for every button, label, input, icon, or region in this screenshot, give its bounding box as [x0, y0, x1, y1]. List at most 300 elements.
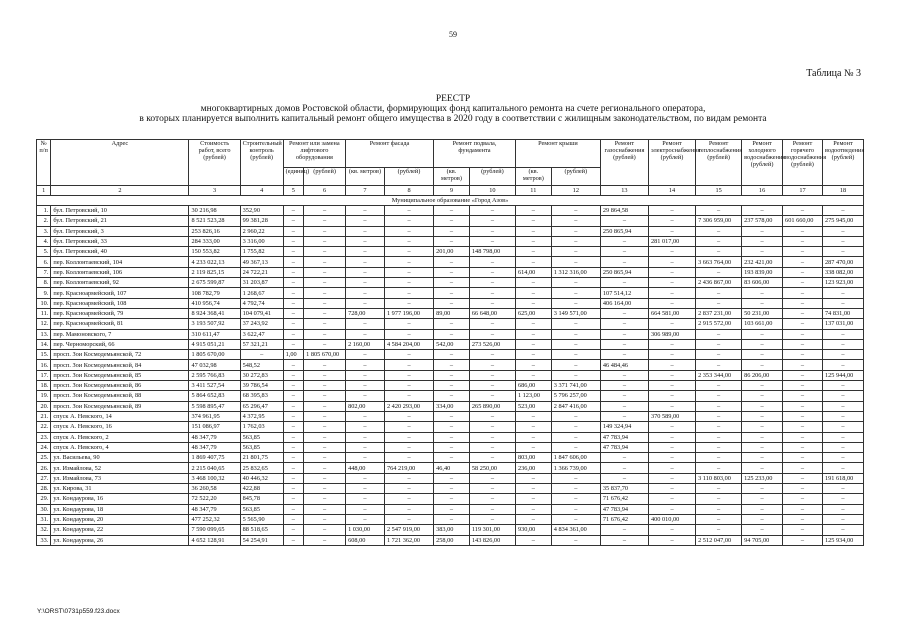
- value-cell: –: [783, 453, 823, 463]
- value-cell: –: [469, 370, 515, 380]
- value-cell: –: [742, 494, 783, 504]
- value-cell: –: [600, 257, 648, 267]
- row-number-cell: 6.: [37, 257, 51, 267]
- value-cell: –: [742, 411, 783, 421]
- value-cell: –: [304, 381, 346, 391]
- value-cell: –: [742, 236, 783, 246]
- value-cell: –: [648, 504, 695, 514]
- column-number: 10: [469, 186, 515, 196]
- value-cell: 258,00: [434, 535, 470, 545]
- address-cell: бул. Петровский, 3: [51, 226, 189, 236]
- header-roof-m: (кв. метров): [515, 168, 551, 186]
- value-cell: –: [742, 432, 783, 442]
- value-cell: –: [283, 257, 303, 267]
- column-number: 13: [600, 186, 648, 196]
- row-number-cell: 20.: [37, 401, 51, 411]
- value-cell: –: [384, 411, 433, 421]
- column-number: 12: [551, 186, 600, 196]
- value-cell: 477 252,32: [189, 514, 240, 524]
- file-path-footer: Y:\ORST\0731p559.f23.docx: [37, 608, 120, 615]
- value-cell: 2 847 416,00: [551, 401, 600, 411]
- address-cell: ул. Измайлова, 73: [51, 473, 189, 483]
- header-roof: Ремонт крыши: [515, 140, 600, 168]
- value-cell: –: [742, 288, 783, 298]
- value-cell: 3 149 571,00: [551, 308, 600, 318]
- address-cell: бул. Петровский, 40: [51, 247, 189, 257]
- value-cell: –: [696, 247, 742, 257]
- value-cell: –: [515, 370, 551, 380]
- value-cell: –: [822, 401, 863, 411]
- value-cell: 1 030,00: [346, 525, 385, 535]
- value-cell: –: [551, 473, 600, 483]
- value-cell: –: [384, 206, 433, 216]
- address-cell: просп. Зои Космодемьянской, 85: [51, 370, 189, 380]
- header-cost: Стоимость работ, всего (рублей): [189, 140, 240, 186]
- value-cell: –: [515, 473, 551, 483]
- value-cell: –: [304, 360, 346, 370]
- value-cell: 1 805 670,00: [304, 350, 346, 360]
- value-cell: –: [551, 278, 600, 288]
- value-cell: –: [696, 514, 742, 524]
- value-cell: 287 470,00: [822, 257, 863, 267]
- value-cell: –: [822, 206, 863, 216]
- value-cell: –: [434, 473, 470, 483]
- value-cell: –: [283, 504, 303, 514]
- value-cell: –: [346, 370, 385, 380]
- address-cell: ул. Кондаурова, 18: [51, 504, 189, 514]
- value-cell: 31 203,87: [240, 278, 283, 288]
- value-cell: 1,00: [283, 350, 303, 360]
- value-cell: 2 837 231,00: [696, 308, 742, 318]
- value-cell: –: [783, 494, 823, 504]
- value-cell: –: [551, 411, 600, 421]
- value-cell: 338 082,00: [822, 267, 863, 277]
- value-cell: 237 578,00: [742, 216, 783, 226]
- row-number-cell: 27.: [37, 473, 51, 483]
- header-lift: Ремонт или замена лифтового оборудования: [283, 140, 345, 168]
- header-basement: Ремонт подвала, фундамента: [434, 140, 516, 168]
- value-cell: –: [742, 484, 783, 494]
- table-row: [37, 422, 864, 432]
- table-row: [37, 350, 864, 360]
- address-cell: пер. Коллонтаевский, 92: [51, 278, 189, 288]
- value-cell: 37 243,92: [240, 319, 283, 329]
- address-cell: спуск А. Невского, 16: [51, 422, 189, 432]
- value-cell: –: [346, 411, 385, 421]
- value-cell: –: [822, 226, 863, 236]
- value-cell: 108 782,79: [189, 288, 240, 298]
- value-cell: –: [384, 319, 433, 329]
- value-cell: –: [384, 370, 433, 380]
- value-cell: 2 595 766,83: [189, 370, 240, 380]
- value-cell: –: [822, 442, 863, 452]
- value-cell: –: [551, 442, 600, 452]
- value-cell: 352,90: [240, 206, 283, 216]
- value-cell: 2 420 293,00: [384, 401, 433, 411]
- value-cell: 72 522,20: [189, 494, 240, 504]
- value-cell: –: [696, 504, 742, 514]
- value-cell: 8 521 523,28: [189, 216, 240, 226]
- value-cell: –: [822, 350, 863, 360]
- value-cell: –: [304, 463, 346, 473]
- value-cell: 5 796 257,00: [551, 391, 600, 401]
- row-number-cell: 21.: [37, 411, 51, 421]
- value-cell: –: [304, 278, 346, 288]
- value-cell: –: [434, 391, 470, 401]
- value-cell: –: [434, 226, 470, 236]
- value-cell: –: [384, 494, 433, 504]
- table-row: [37, 308, 864, 318]
- value-cell: –: [283, 494, 303, 504]
- value-cell: –: [346, 247, 385, 257]
- row-number-cell: 15.: [37, 350, 51, 360]
- value-cell: 123 923,00: [822, 278, 863, 288]
- value-cell: –: [384, 381, 433, 391]
- value-cell: 151 086,97: [189, 422, 240, 432]
- value-cell: –: [742, 514, 783, 524]
- value-cell: –: [648, 319, 695, 329]
- value-cell: –: [783, 411, 823, 421]
- value-cell: –: [304, 453, 346, 463]
- value-cell: –: [346, 329, 385, 339]
- value-cell: –: [822, 525, 863, 535]
- table-row: [37, 473, 864, 483]
- value-cell: –: [696, 401, 742, 411]
- value-cell: –: [384, 504, 433, 514]
- value-cell: –: [515, 236, 551, 246]
- value-cell: –: [600, 308, 648, 318]
- value-cell: –: [283, 226, 303, 236]
- column-number: 17: [783, 186, 823, 196]
- registry-table: [36, 139, 864, 546]
- value-cell: –: [346, 473, 385, 483]
- value-cell: –: [600, 453, 648, 463]
- row-number-cell: 18.: [37, 381, 51, 391]
- value-cell: 193 839,00: [742, 267, 783, 277]
- value-cell: –: [648, 494, 695, 504]
- value-cell: 94 705,00: [742, 535, 783, 545]
- value-cell: –: [469, 381, 515, 391]
- header-roof-rub: (рублей): [551, 168, 600, 186]
- value-cell: –: [304, 484, 346, 494]
- value-cell: –: [742, 298, 783, 308]
- value-cell: –: [742, 360, 783, 370]
- value-cell: –: [283, 308, 303, 318]
- value-cell: –: [696, 484, 742, 494]
- value-cell: 563,85: [240, 442, 283, 452]
- value-cell: –: [469, 453, 515, 463]
- value-cell: –: [783, 432, 823, 442]
- value-cell: –: [600, 247, 648, 257]
- value-cell: –: [648, 381, 695, 391]
- value-cell: –: [283, 267, 303, 277]
- value-cell: 3 411 527,54: [189, 381, 240, 391]
- value-cell: 4 792,74: [240, 298, 283, 308]
- row-number-cell: 26.: [37, 463, 51, 473]
- value-cell: –: [283, 391, 303, 401]
- value-cell: 5 565,90: [240, 514, 283, 524]
- value-cell: 47 032,98: [189, 360, 240, 370]
- value-cell: –: [283, 463, 303, 473]
- value-cell: –: [304, 308, 346, 318]
- row-number-cell: 10.: [37, 298, 51, 308]
- value-cell: 232 421,00: [742, 257, 783, 267]
- header-facade-rub: (рублей): [384, 168, 433, 186]
- value-cell: –: [304, 442, 346, 452]
- value-cell: 4 233 022,13: [189, 257, 240, 267]
- value-cell: –: [384, 473, 433, 483]
- value-cell: 448,00: [346, 463, 385, 473]
- value-cell: 253 826,16: [189, 226, 240, 236]
- value-cell: –: [384, 257, 433, 267]
- value-cell: –: [551, 535, 600, 545]
- value-cell: –: [648, 484, 695, 494]
- value-cell: –: [384, 288, 433, 298]
- value-cell: –: [434, 278, 470, 288]
- value-cell: –: [742, 339, 783, 349]
- value-cell: 4 584 204,00: [384, 339, 433, 349]
- address-cell: спуск А. Невского, 14: [51, 411, 189, 421]
- value-cell: –: [742, 453, 783, 463]
- value-cell: –: [822, 329, 863, 339]
- value-cell: 334,00: [434, 401, 470, 411]
- value-cell: –: [822, 339, 863, 349]
- value-cell: 39 786,54: [240, 381, 283, 391]
- value-cell: 40 446,32: [240, 473, 283, 483]
- value-cell: –: [434, 206, 470, 216]
- value-cell: 48 347,79: [189, 432, 240, 442]
- table-row: [37, 442, 864, 452]
- table-row: [37, 484, 864, 494]
- value-cell: –: [648, 360, 695, 370]
- address-cell: просп. Зои Космодемьянской, 84: [51, 360, 189, 370]
- value-cell: –: [434, 422, 470, 432]
- address-cell: просп. Зои Космодемьянской, 72: [51, 350, 189, 360]
- value-cell: –: [346, 216, 385, 226]
- row-number-cell: 31.: [37, 514, 51, 524]
- value-cell: –: [434, 432, 470, 442]
- value-cell: –: [469, 432, 515, 442]
- value-cell: –: [346, 236, 385, 246]
- value-cell: –: [283, 525, 303, 535]
- value-cell: –: [434, 381, 470, 391]
- value-cell: –: [384, 226, 433, 236]
- value-cell: –: [434, 216, 470, 226]
- address-cell: просп. Зои Космодемьянской, 89: [51, 401, 189, 411]
- value-cell: –: [515, 494, 551, 504]
- value-cell: –: [648, 350, 695, 360]
- column-number: 16: [742, 186, 783, 196]
- value-cell: –: [469, 360, 515, 370]
- value-cell: 7 306 959,00: [696, 216, 742, 226]
- row-number-cell: 22.: [37, 422, 51, 432]
- value-cell: 83 606,00: [742, 278, 783, 288]
- value-cell: –: [384, 236, 433, 246]
- header-drain: Ремонт водоотведения (рублей): [822, 140, 863, 186]
- value-cell: –: [434, 360, 470, 370]
- value-cell: –: [822, 463, 863, 473]
- address-cell: бул. Петровский, 33: [51, 236, 189, 246]
- value-cell: –: [783, 319, 823, 329]
- value-cell: 3 316,00: [240, 236, 283, 246]
- value-cell: 281 017,00: [648, 236, 695, 246]
- value-cell: –: [551, 288, 600, 298]
- value-cell: –: [822, 236, 863, 246]
- value-cell: 30 216,98: [189, 206, 240, 216]
- table-row: [37, 504, 864, 514]
- value-cell: 563,85: [240, 504, 283, 514]
- value-cell: –: [384, 391, 433, 401]
- value-cell: –: [515, 226, 551, 236]
- value-cell: –: [551, 339, 600, 349]
- value-cell: –: [384, 453, 433, 463]
- value-cell: 1 268,67: [240, 288, 283, 298]
- table-row: [37, 453, 864, 463]
- value-cell: 1 366 739,00: [551, 463, 600, 473]
- value-cell: –: [783, 484, 823, 494]
- value-cell: –: [648, 370, 695, 380]
- value-cell: 406 164,00: [600, 298, 648, 308]
- address-cell: пер. Мамоновского, 7: [51, 329, 189, 339]
- value-cell: –: [600, 236, 648, 246]
- value-cell: –: [304, 391, 346, 401]
- value-cell: –: [551, 329, 600, 339]
- value-cell: 265 890,00: [469, 401, 515, 411]
- value-cell: 29 864,58: [600, 206, 648, 216]
- column-number: 9: [434, 186, 470, 196]
- value-cell: 74 831,00: [822, 308, 863, 318]
- value-cell: –: [822, 247, 863, 257]
- title-line-3: в которых планируется выполнить капитальный ремонт общего имущества в 2020 году в соответствии с жилищным законодательством, по видам ремонта: [139, 114, 767, 124]
- value-cell: –: [346, 206, 385, 216]
- row-number-cell: 12.: [37, 319, 51, 329]
- value-cell: –: [304, 535, 346, 545]
- value-cell: –: [434, 411, 470, 421]
- value-cell: –: [515, 350, 551, 360]
- value-cell: –: [515, 442, 551, 452]
- value-cell: –: [434, 504, 470, 514]
- value-cell: –: [551, 257, 600, 267]
- value-cell: –: [696, 360, 742, 370]
- value-cell: 803,00: [515, 453, 551, 463]
- value-cell: –: [346, 226, 385, 236]
- value-cell: 47 783,94: [600, 504, 648, 514]
- value-cell: –: [283, 484, 303, 494]
- value-cell: 1 977 196,00: [384, 308, 433, 318]
- value-cell: –: [283, 216, 303, 226]
- value-cell: –: [600, 329, 648, 339]
- value-cell: –: [434, 370, 470, 380]
- value-cell: –: [346, 257, 385, 267]
- value-cell: –: [384, 298, 433, 308]
- row-number-cell: 13.: [37, 329, 51, 339]
- row-number-cell: 8.: [37, 278, 51, 288]
- value-cell: –: [600, 278, 648, 288]
- value-cell: –: [515, 514, 551, 524]
- address-cell: ул. Кондаурова, 22: [51, 525, 189, 535]
- value-cell: –: [384, 422, 433, 432]
- value-cell: 1 721 362,00: [384, 535, 433, 545]
- value-cell: –: [822, 298, 863, 308]
- value-cell: –: [469, 298, 515, 308]
- value-cell: –: [346, 453, 385, 463]
- value-cell: –: [783, 535, 823, 545]
- value-cell: –: [696, 411, 742, 421]
- header-control: Строительный контроль (рублей): [240, 140, 283, 186]
- value-cell: 3 110 803,00: [696, 473, 742, 483]
- address-cell: спуск А. Невского, 2: [51, 432, 189, 442]
- value-cell: –: [783, 525, 823, 535]
- value-cell: –: [551, 360, 600, 370]
- value-cell: –: [515, 535, 551, 545]
- value-cell: –: [696, 206, 742, 216]
- column-number: 6: [304, 186, 346, 196]
- value-cell: –: [600, 473, 648, 483]
- row-number-cell: 25.: [37, 453, 51, 463]
- value-cell: –: [283, 411, 303, 421]
- value-cell: –: [696, 329, 742, 339]
- value-cell: 86 206,00: [742, 370, 783, 380]
- value-cell: –: [648, 257, 695, 267]
- value-cell: –: [696, 350, 742, 360]
- value-cell: –: [283, 514, 303, 524]
- value-cell: 89,00: [434, 308, 470, 318]
- table-row: [37, 298, 864, 308]
- value-cell: 2 960,22: [240, 226, 283, 236]
- value-cell: 2 915 572,00: [696, 319, 742, 329]
- value-cell: 47 783,94: [600, 442, 648, 452]
- value-cell: –: [551, 504, 600, 514]
- value-cell: 24 722,21: [240, 267, 283, 277]
- value-cell: 2 160,00: [346, 339, 385, 349]
- value-cell: –: [742, 350, 783, 360]
- value-cell: –: [384, 216, 433, 226]
- header-heat: Ремонт теплоснабжения (рублей): [696, 140, 742, 186]
- value-cell: 273 526,00: [469, 339, 515, 349]
- value-cell: –: [469, 442, 515, 452]
- table-row: [37, 432, 864, 442]
- value-cell: –: [304, 370, 346, 380]
- value-cell: 103 661,00: [742, 319, 783, 329]
- header-hot: Ремонт горячего водоснабжения (рублей): [783, 140, 823, 186]
- value-cell: –: [346, 298, 385, 308]
- value-cell: 1 847 606,00: [551, 453, 600, 463]
- value-cell: 25 832,65: [240, 463, 283, 473]
- value-cell: –: [346, 319, 385, 329]
- value-cell: 1 755,82: [240, 247, 283, 257]
- value-cell: 46,40: [434, 463, 470, 473]
- value-cell: –: [696, 391, 742, 401]
- value-cell: 3 622,47: [240, 329, 283, 339]
- row-number-cell: 4.: [37, 236, 51, 246]
- title-line-1: РЕЕСТР: [435, 94, 471, 104]
- value-cell: –: [742, 391, 783, 401]
- value-cell: –: [783, 370, 823, 380]
- value-cell: 4 372,95: [240, 411, 283, 421]
- value-cell: –: [600, 525, 648, 535]
- value-cell: –: [469, 236, 515, 246]
- value-cell: 71 676,42: [600, 514, 648, 524]
- value-cell: –: [515, 298, 551, 308]
- value-cell: –: [346, 267, 385, 277]
- value-cell: –: [600, 411, 648, 421]
- value-cell: 250 865,94: [600, 226, 648, 236]
- value-cell: –: [648, 206, 695, 216]
- value-cell: –: [742, 381, 783, 391]
- value-cell: 2 675 599,87: [189, 278, 240, 288]
- value-cell: –: [783, 278, 823, 288]
- value-cell: –: [822, 514, 863, 524]
